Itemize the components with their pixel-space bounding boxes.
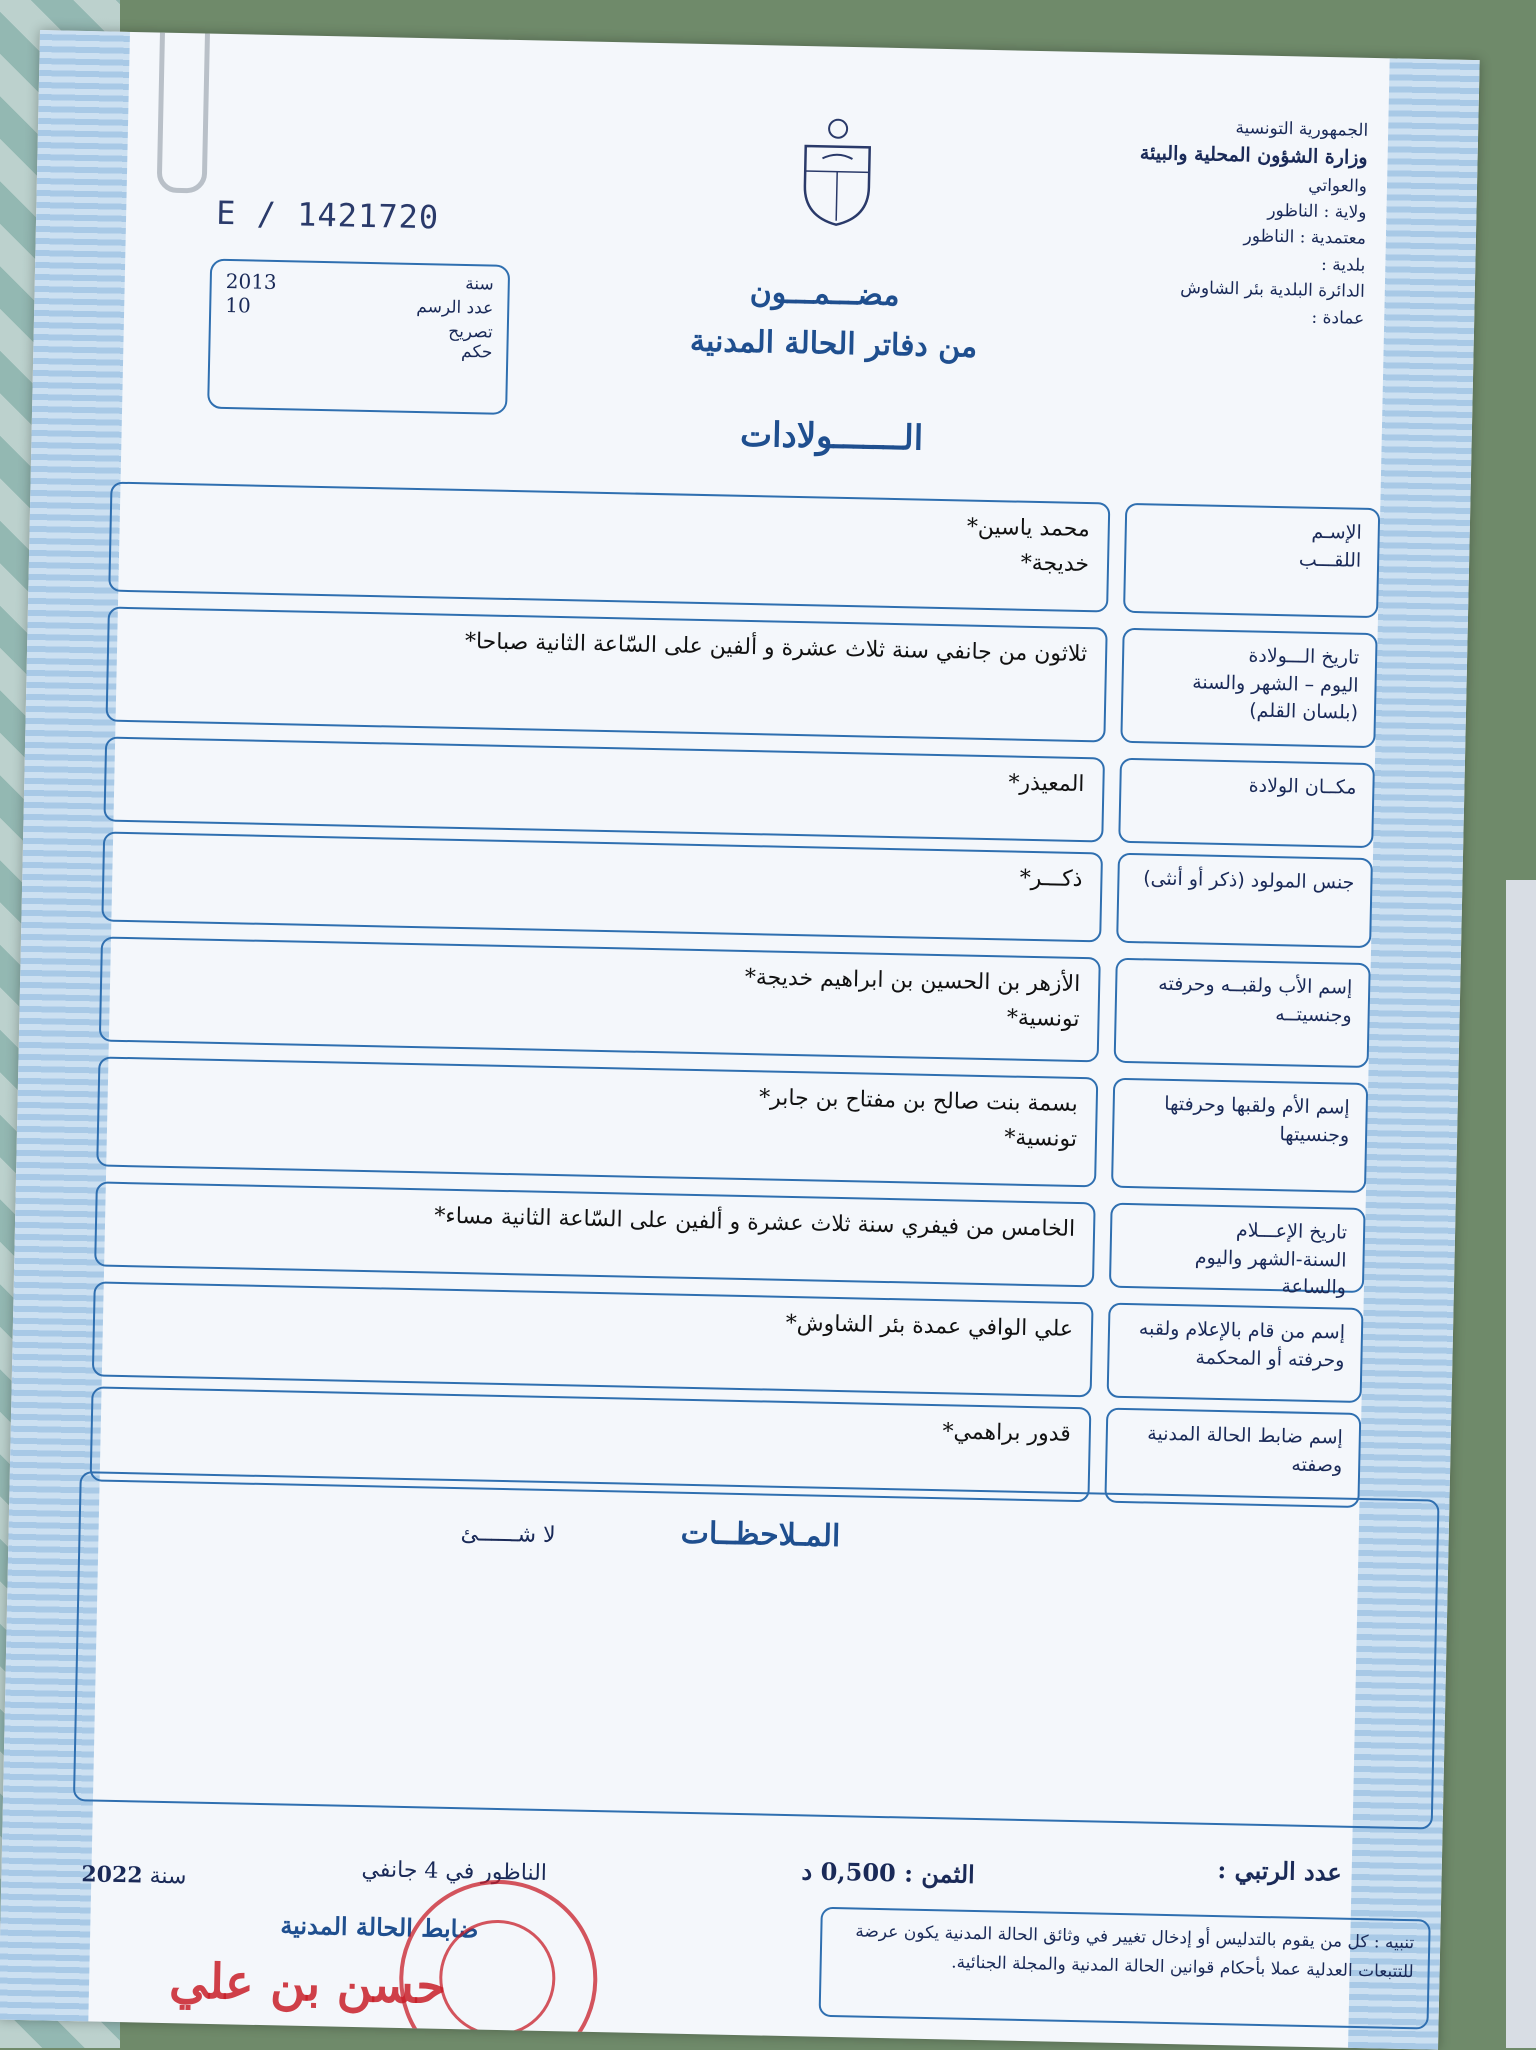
officer-title: ضابط الحالة المدنية: [280, 1910, 479, 1944]
field-value: بسمة بنت صالح بن مفتاح بن جابر* تونسية*: [758, 1085, 1078, 1153]
order-number-label: عدد الرتبي :: [1217, 1855, 1343, 1887]
field-value: المعيذر*: [1008, 770, 1085, 798]
delegation-value: الناظور: [1243, 226, 1295, 248]
document-serial-number: E / 1421720: [215, 193, 440, 237]
field-value: الأزهر بن الحسين بن ابراهيم خديجة* تونسية*: [744, 964, 1081, 1033]
field-label: إسم ضابط الحالة المدنية وصفته: [1147, 1422, 1344, 1477]
price-label: الثمن :: [903, 1858, 976, 1889]
field-value: ثلاثون من جانفي سنة ثلاث عشرة و ألفين على السّاعة الثانية صباحا*: [464, 629, 1088, 668]
field-value-box: [106, 607, 1108, 743]
issue-place: الناظور: [481, 1859, 548, 1887]
field-label: إسم الأب ولقبــه وحرفته وجنسيتــه: [1158, 972, 1353, 1027]
field-label-box: [1109, 1203, 1366, 1299]
ministry-label: وزارة الشؤون المحلية والبيئة: [1139, 142, 1368, 170]
field-value: علي الوافي عمدة بئر الشاوش*: [785, 1310, 1074, 1342]
notes-box: [73, 1471, 1440, 1829]
registry-box: [207, 259, 510, 415]
year-label: سنة: [465, 273, 494, 295]
legal-notice: تنبيه : كل من يقوم بالتدليس أو إدخال تغيير في وثائق الحالة المدنية يكون عرضة للتتبعات العدلية عملا بأحكام قوانين الحالة المدنية والمجلة الجنائية.: [819, 1907, 1431, 2030]
price: [801, 1856, 975, 1889]
field-label-box: [1123, 503, 1380, 618]
notes-value: لا شــــــئ: [460, 1521, 556, 1549]
field-value-box: [103, 737, 1105, 843]
field-label: إسم من قام بالإعلام ولقبه وحرفته أو المحكمة: [1138, 1317, 1346, 1372]
declaration-label: تصريح: [448, 321, 493, 343]
field-label-box: [1120, 628, 1377, 748]
notes-title: المـلاحظــات: [680, 1515, 841, 1555]
field-label-box: [1118, 758, 1375, 848]
wilaya-value: الناظور: [1267, 200, 1319, 222]
field-value-box: [99, 936, 1101, 1062]
issue-date: في 4 جانفي: [361, 1857, 475, 1885]
district-value: بئر الشاوش: [1179, 278, 1265, 300]
omda-label: عمادة :: [1311, 307, 1365, 329]
field-value-box: [101, 831, 1103, 942]
title-extract: مضـــمـــون: [749, 274, 900, 314]
field-label-box: [1116, 853, 1373, 948]
delegation-label: معتمدية :: [1299, 227, 1367, 250]
field-value-box: [94, 1181, 1096, 1287]
year-value: 2013: [225, 268, 277, 295]
field-label: إسم الأم ولقبها وحرفتها وجنسيتها: [1164, 1092, 1350, 1147]
field-value-box: [108, 482, 1110, 613]
field-label: تاريخ الـــولادة اليوم – الشهر والسنة (بلسان القلم): [1191, 644, 1360, 724]
issue-year: [81, 1861, 187, 1889]
wilaya-label: ولاية :: [1323, 202, 1367, 223]
ruling-label: حكم: [460, 341, 493, 363]
background-strip: [1506, 880, 1536, 2048]
field-value: الخامس من فيفري سنة ثلاث عشرة و ألفين على السّاعة الثانية مساء*: [434, 1203, 1076, 1242]
price-value: 0,500 د: [801, 1856, 897, 1888]
record-number-label: عدد الرسم: [416, 296, 494, 319]
field-value: محمد ياسين* خديجة*: [966, 514, 1091, 578]
field-label-box: [1114, 958, 1371, 1068]
field-value: قدور براهمي*: [942, 1419, 1072, 1447]
year-word: سنة: [149, 1863, 187, 1890]
tunisia-coat-of-arms-icon: [796, 116, 878, 228]
title-registers: من دفاتر الحالة المدنية: [689, 323, 978, 365]
signature-stamp: حسن بن علي: [168, 1953, 447, 2015]
municipality-label: بلدية :: [1320, 254, 1366, 276]
field-label: مكــان الولادة: [1248, 774, 1357, 799]
paper-clip: [157, 30, 211, 194]
record-number-value: 10: [225, 292, 251, 318]
field-value: ذكـــر*: [1019, 865, 1083, 893]
ministry-extra: والعواتي: [1308, 175, 1368, 197]
issue-year-value: 2022: [81, 1861, 143, 1889]
field-label: الإسـم اللقـــب: [1298, 520, 1362, 572]
civil-status-document: [0, 30, 1480, 2050]
field-label-box: [1107, 1303, 1364, 1403]
field-label-box: [1111, 1078, 1368, 1193]
field-value-box: [96, 1056, 1098, 1187]
issuing-authority: [1104, 112, 1368, 331]
title-births: الـــــــولادات: [739, 414, 924, 459]
republic-label: الجمهورية التونسية: [1235, 118, 1369, 141]
district-label: الدائرة البلدية: [1269, 279, 1366, 302]
field-value-box: [92, 1281, 1094, 1397]
field-label: جنس المولود (ذكر أو أنثى): [1143, 867, 1355, 894]
field-label: تاريخ الإعـــلام السنة-الشهر واليوم والساعة: [1194, 1219, 1348, 1299]
